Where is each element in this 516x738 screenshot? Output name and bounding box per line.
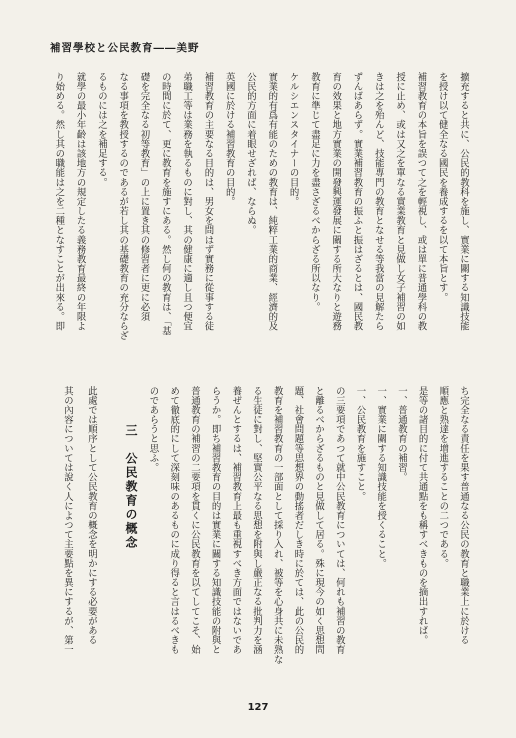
text-column: ずんばあらず。實業補習教育の振ふと振はざるとは、國民教 — [351, 72, 363, 331]
text-column: 順應と熟達を增進することの二つである。 — [437, 386, 449, 569]
text-column: 養ぜんとするは、補習教育上最も重視すべき方面ではないであ — [230, 386, 242, 655]
text-column: 英國に於ける補習教育の目的。 — [223, 72, 235, 207]
text-column: を授け以て健全なる國民を養成するを以て本旨とす。 — [436, 72, 448, 303]
text-column: 教育を補習教育の一部面として採り入れ、被等を心身共に未熟な — [271, 386, 283, 665]
text-column: の時間に於て、更に教育を施すにある。然し何の教育は、「基 — [159, 72, 171, 336]
text-column: 題、社會問題等思想界の動搖者だしき時に於ては、此の公民的 — [292, 386, 304, 655]
text-column: 實業的有爲有能のための教育は、純粹工業的商業、經濟的及 — [266, 72, 278, 331]
text-column: 此處では順序として公民教育の概念を明かにする必要がある — [86, 386, 97, 645]
text-column: なる事項を教授するのであるが若し其の基礎教育の充分ならざ — [117, 72, 129, 341]
text-column: 其の內容については說く人によつて主要點を異にするが、第一 — [62, 386, 73, 655]
text-column: 授に止め、或は又之を單なる實業教育と見做し女子補習の如 — [394, 72, 406, 331]
text-column: るものには之を補足する。 — [95, 72, 107, 188]
text-column: 普通教育の補習の二要項を貫くに公民教育を以てしてこそ、始 — [188, 386, 200, 655]
text-column: ち完全なる責任を果す普通なる公民の教育と職業上に於ける — [458, 386, 469, 645]
text-column: 一、普通教育の補習。 — [395, 386, 407, 482]
text-column: きは之を殆んど、技能專門の教育となせる等我當の見解たら — [372, 72, 384, 331]
text-column: 弟職工等は業務を執るものに對し、其の健康に適し且つ便宜 — [181, 72, 193, 331]
text-column: 就學の最小年齡は該地方の規定したる義務教育最終の年限よ — [74, 72, 86, 331]
text-column: 補習教育の本旨を誤つて之を輕視し、或は單に普通學科の教 — [415, 72, 427, 331]
text-column: り始める。然し其の職能は之を二種となすことが出來る。即 — [53, 72, 65, 331]
text-column: 育の效果と地方實業の開發興運發展に關する所大なりと遊務 — [330, 72, 342, 331]
text-column: 一、公民教育を施すこと。 — [354, 386, 366, 502]
text-column: のであらうと思ふ。 — [147, 386, 159, 473]
text-column: 礎を完全なる初等教育」の上に置き其の修習者に更に必須 — [138, 72, 150, 322]
text-column: 擴充すると共に、公民的教科を施し、實業に關する知識技能 — [458, 72, 469, 331]
section-heading: 三 公民教育の概念 — [124, 424, 138, 550]
text-column: と離るべからざるものと見做して居る。殊に現今の如く思想問 — [313, 386, 325, 655]
text-column: らうか。即ち補習教育の目的は實業に關する知識技能の附與と — [209, 386, 221, 655]
page-number: 127 — [247, 702, 269, 713]
text-column: めて徹底的にして深刻味のあるものに成り得ると言はるべきも — [168, 386, 180, 655]
text-column: 補習教育の主要なる目的は、男女を問はず實務に從事する徒 — [202, 72, 214, 331]
text-column: 一、實業に關する知識技能を授くること。 — [375, 386, 387, 569]
text-column: ケルシエンスタイナーの目的。 — [287, 72, 299, 207]
text-column: る生徒に對し、堅實公平なる思想を附與し嚴正なる批判力を涵 — [251, 386, 262, 655]
text-column: 教育に準じて盡足に力を盡さざるべからざる所以なり。 — [308, 72, 320, 312]
text-column: の三要項であつて就中公民教育については、何れも補習の教育 — [333, 386, 345, 655]
text-column: 是等の諸目的に付て共通點をも稱すべきものを摘出すれば。 — [416, 386, 428, 645]
text-column: 公民的方面に着眼せざれば、ならぬ。 — [245, 72, 256, 236]
running-head: 補習學校と公民教育――美野 — [50, 42, 200, 54]
